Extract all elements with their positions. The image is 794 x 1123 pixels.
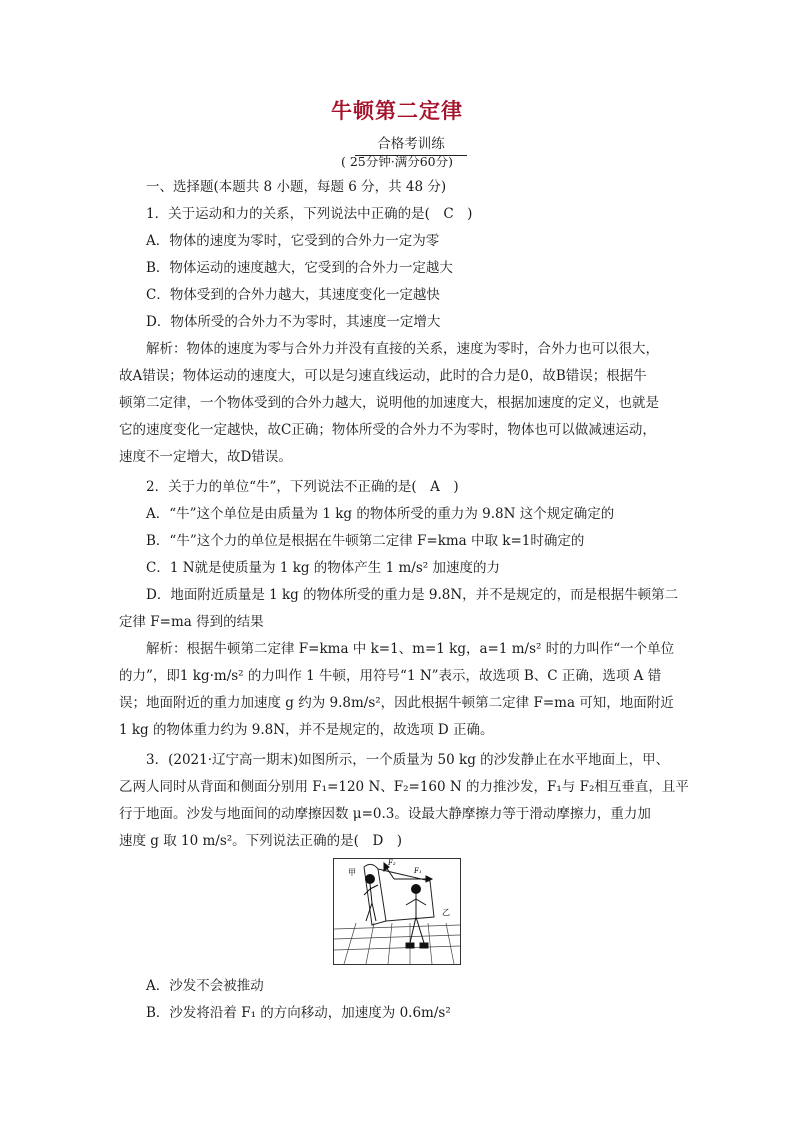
q1-analysis-line: 解析：物体的速度为零与合外力并没有直接的关系，速度为零时，合外力也可以很大， (146, 341, 659, 357)
q1-option-b: B．物体运动的速度越大，它受到的合外力一定越大 (146, 260, 453, 276)
q3-option-a: A．沙发不会被推动 (146, 978, 264, 994)
question-3-cont: 速度 g 取 10 m/s²。下列说法正确的是( D ) (119, 833, 403, 849)
label-jia: 甲 (348, 868, 356, 877)
question-3-cont: 行于地面。沙发与地面间的动摩擦因数 μ=0.3。设最大静摩擦力等于滑动摩擦力，重力加 (119, 806, 651, 822)
q3-option-b: B．沙发将沿着 F₁ 的方向移动，加速度为 0.6m/s² (146, 1005, 451, 1021)
sofa-illustration (334, 859, 460, 964)
question-3-cont: 乙两人同时从背面和侧面分别用 F₁=120 N、F₂=160 N 的力推沙发，F₁与 F₂相互垂直，且平 (119, 779, 689, 795)
label-f2: F₂ (388, 859, 396, 867)
q2-analysis-line: 的力”，即1 kg·m/s² 的力叫作 1 牛顿，用符号“1 N”表示，故选项 B、C 正确，选项 A 错 (119, 668, 662, 684)
section-subtitle: 合格考训练 (355, 132, 467, 156)
time-score-note: ( 25分钟·满分60分) (340, 154, 453, 169)
q1-analysis-line: 它的速度变化一定越快，故C正确；物体所受的合外力不为零时，物体也可以做减速运动， (119, 422, 656, 438)
sofa-push-figure (333, 858, 461, 965)
page-title: 牛顿第二定律 (331, 98, 463, 123)
q1-option-d: D．物体所受的合外力不为零时，其速度一定增大 (146, 314, 441, 330)
q1-analysis-line: 顿第二定律，一个物体受到的合外力越大，说明他的加速度大，根据加速度的定义，也就是 (119, 395, 659, 411)
question-3: 3．(2021·辽宁高一期末)如图所示，一个质量为 50 kg 的沙发静止在水平地面上，甲、 (146, 752, 670, 768)
label-f1: F₁ (414, 867, 422, 875)
q1-option-a: A．物体的速度为零时，它受到的合外力一定为零 (146, 233, 440, 249)
q1-analysis-line: 故A错误；物体运动的速度大，可以是匀速直线运动，此时的合力是0，故B错误；根据牛 (119, 368, 647, 384)
label-yi: 乙 (442, 908, 450, 917)
question-2: 2．关于力的单位“牛”，下列说法不正确的是( A ) (146, 479, 459, 495)
q2-option-c: C．1 N就是使质量为 1 kg 的物体产生 1 m/s² 加速度的力 (146, 560, 500, 576)
section-heading: 一、选择题(本题共 8 小题，每题 6 分，共 48 分) (146, 179, 447, 195)
q2-option-d-cont: 定律 F=ma 得到的结果 (119, 614, 264, 630)
person-yi (406, 885, 428, 949)
person-jia (364, 875, 378, 922)
q1-option-c: C．物体受到的合外力越大，其速度变化一定越快 (146, 287, 440, 303)
question-1: 1．关于运动和力的关系，下列说法中正确的是( C ) (146, 206, 473, 222)
q2-analysis-line: 解析：根据牛顿第二定律 F=kma 中 k=1、m=1 kg，a=1 m/s² 时的力叫作“一个单位 (146, 641, 675, 657)
q2-option-a: A．“牛”这个单位是由质量为 1 kg 的物体所受的重力为 9.8N 这个规定确定的 (146, 506, 615, 522)
floor-grid (334, 923, 460, 964)
q2-option-d: D．地面附近质量是 1 kg 的物体所受的重力是 9.8N，并不是规定的，而是根据牛顿第二 (146, 587, 679, 603)
q1-analysis-line: 速度不一定增大，故D错误。 (119, 449, 292, 465)
q2-analysis-line: 1 kg 的物体重力约为 9.8N，并不是规定的，故选项 D 正确。 (119, 722, 494, 738)
q2-analysis-line: 误；地面附近的重力加速度 g 约为 9.8m/s²，因此根据牛顿第二定律 F=ma 可知，地面附近 (119, 695, 674, 711)
q2-option-b: B．“牛”这个力的单位是根据在牛顿第二定律 F=kma 中取 k=1时确定的 (146, 533, 585, 549)
